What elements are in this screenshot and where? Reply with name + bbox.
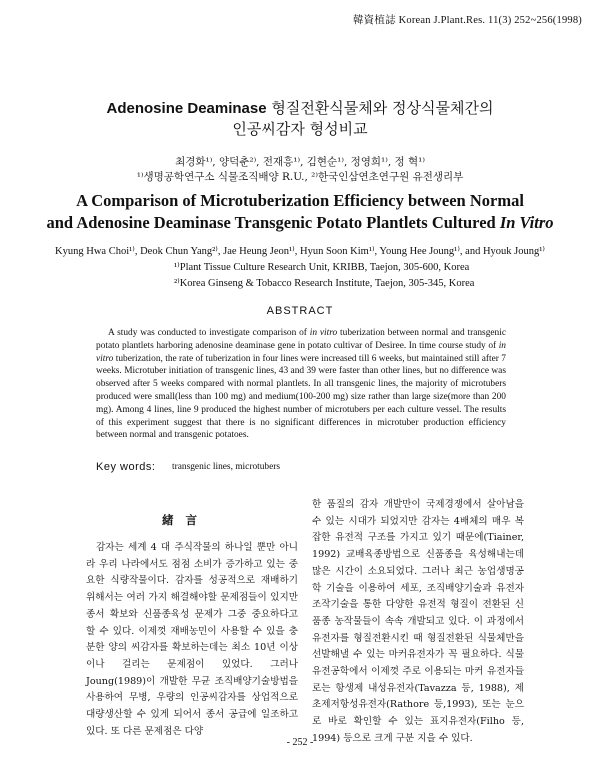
keywords-text: transgenic lines, microtubers (172, 462, 281, 472)
right-column (312, 497, 524, 748)
abstract-italic-1: in vitro (309, 328, 338, 338)
affiliation-2: ²⁾Korea Ginseng & Tobacco Research Institute, Taejon, 305-345, Korea (174, 278, 475, 289)
korean-affiliations: ¹⁾생명공학연구소 식물조직배양 R.U., ²⁾한국인삼연초연구원 유전생리부 (136, 171, 464, 183)
english-title-line2 (0, 213, 600, 233)
abstract-text-3: tuberization, the rate of tuberization in four lines were increased till 6 weeks, but maintained still after 7 weeks. Microtuber initiation of transgenic lines, 43 and 39 were faster than other lines, but no difference was observed after 5 weeks compared with normal plantlets. In all transgenic lines, the majority of microtubers produced were small(less than 100 mg) and medium(100-200 mg) size rather than large size(more than 200 mg). Among 4 lines, line 9 produced the highest number of microtubers per each culture vessel. The results of this experiment suggest that there is no significant differences in microtuber production efficiency between normal and transgenic potatoes. (96, 353, 506, 441)
korean-authors: 최경화¹⁾, 양덕춘²⁾, 전재흥¹⁾, 김현순¹⁾, 정영희¹⁾, 정 혁¹⁾ (175, 156, 425, 168)
abstract-italic-2: in vitro (96, 340, 506, 364)
intro-heading: 緒 言 (162, 513, 202, 527)
english-title-main: and Adenosine Deaminase Transgenic Potato Plantlets Cultured (46, 213, 500, 232)
korean-title-line2: 인공씨감자 형성비교 (232, 120, 368, 138)
korean-title-rest: 형질전환식물체와 정상식물체간의 (266, 99, 494, 117)
abstract-text-2: tuberization between normal and transgenic potato plantlets harboring adenosine deaminase gene in potato cultivar of Desiree. In time course study of (96, 328, 506, 351)
affiliation-1: ¹⁾Plant Tissue Culture Research Unit, KRIBB, Taejon, 305-600, Korea (174, 262, 470, 273)
english-authors: Kyung Hwa Choi¹⁾, Deok Chun Yang²⁾, Jae Heung Jeon¹⁾, Hyun Soon Kim¹⁾, Young Hee Joung¹⁾, and Hyouk Joung¹⁾ (55, 246, 545, 257)
abstract-heading: ABSTRACT (266, 305, 334, 317)
korean-title-enzyme: Adenosine Deaminase (106, 100, 267, 117)
korean-title-line1 (0, 98, 600, 119)
abstract-body (96, 327, 506, 442)
english-title-line1: A Comparison of Microtuberization Efficiency between Normal (76, 191, 524, 210)
page-number: - 252 - (286, 737, 314, 748)
journal-reference: 韓資植誌 Korean J.Plant.Res. 11(3) 252~256(1998) (352, 15, 582, 26)
english-title-italic: In Vitro (499, 213, 554, 232)
keywords-label: Key words: (96, 461, 156, 473)
left-column (86, 540, 298, 740)
abstract-text-1: A study was conducted to investigate comparison of (108, 328, 310, 338)
left-column-paragraph: 감자는 세계 4 대 주식작물의 하나일 뿐만 아니라 우리 나라에서도 점점 소비가 증가하고 있는 중요한 식량작물이다. 감자를 성공적으로 재배하기 위해서는 여러 가지 해결해야할 문제점들이 있지만 종서 확보와 신품종육성 문제가 그중 중요하다고 할 수 있다. 이제껏 재배농민이 사용할 수 있을 충분한 양의 씨감자를 확보하는데는 최소 10년 이상이나 걸리는 문제점이 있었다. 그러나 Joung(1989)이 개발한 무균 조직배양기술방법을 사용하여 무병, 우량의 인공씨감자를 상업적으로 대량생산할 수 있게 되어서 종서 공급에 일조하고 있다. 또 다른 문제점은 다양 (86, 542, 298, 737)
right-column-paragraph: 한 품질의 감자 개발만이 국제경쟁에서 살아남을 수 있는 시대가 되었지만 감자는 4배체의 매우 복잡한 유전적 구조를 가지고 있기 때문에(Tiainer, 1992) 교배육종방법으로 신품종을 육성해내는데 많은 시간이 소요되었다. 그러나 최근 농업생명공학 기술을 이용하여 세포, 조직배양기술과 유전자 조작기술을 통한 다양한 유전적 형질이 전환된 신품종 농작물들이 속속 개발되고 있다. 이 과정에서 유전자를 형질전환시킨 때 형질전환된 식물체만을 선발해낼 수 있는 마커유전자가 꼭 필요하다. 식물유전공학에서 이제껏 주로 이용되는 마커 유전자들로는 항생제 내성유전자(Tavazza 등, 1988), 제초제저항성유전자(Rathore 등,1993), 또는 눈으로 바로 확인할 수 있는 표지유전자(Filho 등, 1994) 등으로 크게 구분 지을 수 있다. (312, 499, 524, 744)
